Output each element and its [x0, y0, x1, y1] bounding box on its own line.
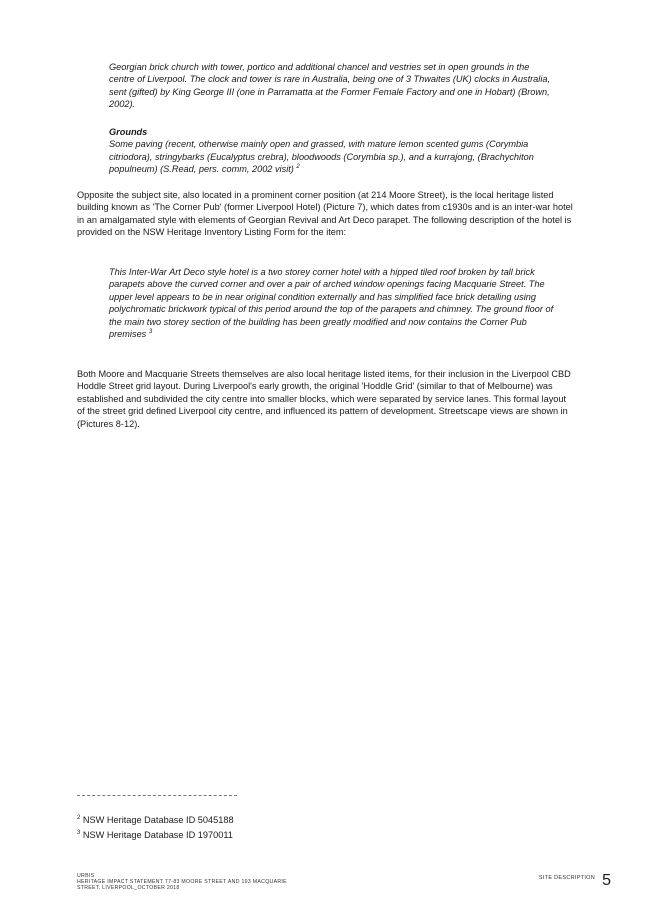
footnote-3 — [77, 829, 233, 841]
footnote-2 — [77, 814, 234, 826]
hotel-description-quote — [109, 266, 555, 340]
footnote-text: NSW Heritage Database ID 5045188 — [82, 815, 234, 825]
hotel-description-block — [109, 266, 555, 340]
footer-title-line2: STREET, LIVERPOOL_OCTOBER 2018 — [77, 885, 180, 892]
footnote-ref-2[interactable]: 2 — [296, 164, 300, 171]
footer-section-label: SITE DESCRIPTION — [538, 875, 595, 881]
corner-pub-text: Opposite the subject site, also located in a prominent corner position (at 214 Moore Street), is the local heritage listed building known as 'The Corner Pub' (former Liverpool Hotel) (Picture 7), which dates from c1930s and is an inter-war hotel in an amalgamated style with elements of Georgian Revival and Art Deco parapet. The following description of the hotel is provided on the NSW Heritage Inventory Listing Form for the item: — [77, 190, 573, 238]
grounds-quote — [109, 126, 555, 176]
page-number: 5 — [602, 872, 611, 889]
footnote-divider — [77, 795, 237, 796]
grounds-text: Some paving (recent, otherwise mainly open and grassed, with mature lemon scented gums (Corymbia citriodora), stringybarks (Eucalyptus crebra), bloodwoods (Corymbia sp.), and a kurrajong, (Brachychiton populneum) (S.Read, pers. comm, 2002 visit) — [109, 139, 534, 175]
footnote-ref-3[interactable]: 3 — [148, 328, 153, 335]
footer-company: URBIS — [77, 873, 95, 879]
footer-document-info — [77, 873, 367, 892]
streets-paragraph — [77, 368, 575, 430]
footer-title-line1: HERITAGE IMPACT STATEMENT 77-83 MOORE STREET AND 193 MACQUARIE — [77, 879, 287, 886]
hotel-description-text: This Inter-War Art Deco style hotel is a two storey corner hotel with a hipped tiled roof broken by tall brick parapets above the curved corner and over a pair of arched window openings facing Macquarie Street. The upper level appears to be in near original condition externally and has simplified face brick detailing using polychromatic brickwork typical of this period around the top of the parapets and chimney. The ground floor of the main two storey section of the building has been greatly modified and now contains the Corner Pub premises — [109, 267, 554, 340]
footnote-text: NSW Heritage Database ID 1970011 — [82, 830, 233, 840]
streets-text: Both Moore and Macquarie Streets themselves are also local heritage listed items, for their inclusion in the Liverpool CBD Hoddle Street grid layout. During Liverpool's early growth, the original 'Hoddle Grid' (similar to that of Melbourne) was established and subdivided the city centre into smaller blocks, which were separated by service lanes. This formal layout of the street grid defined Liverpool city centre, and influenced its pattern of development. Streetscape views are shown in (Pictures 8-12). — [77, 369, 571, 429]
grounds-heading: Grounds — [109, 127, 148, 137]
footnote-number: 3 — [77, 829, 81, 836]
church-description-quote — [109, 61, 555, 111]
church-description-text: Georgian brick church with tower, portico and additional chancel and vestries set in open grounds in the centre of Liverpool. The clock and tower is rare in Australia, being one of 3 Thwaites (UK) clocks in Australia, sent (gifted) by King George III (one in Parramatta at the Former Female Factory and one in Hobart) (Brown, 2002). — [109, 62, 551, 110]
corner-pub-paragraph — [77, 189, 575, 239]
footnote-number: 2 — [77, 814, 81, 821]
grounds-text-block — [109, 138, 555, 175]
